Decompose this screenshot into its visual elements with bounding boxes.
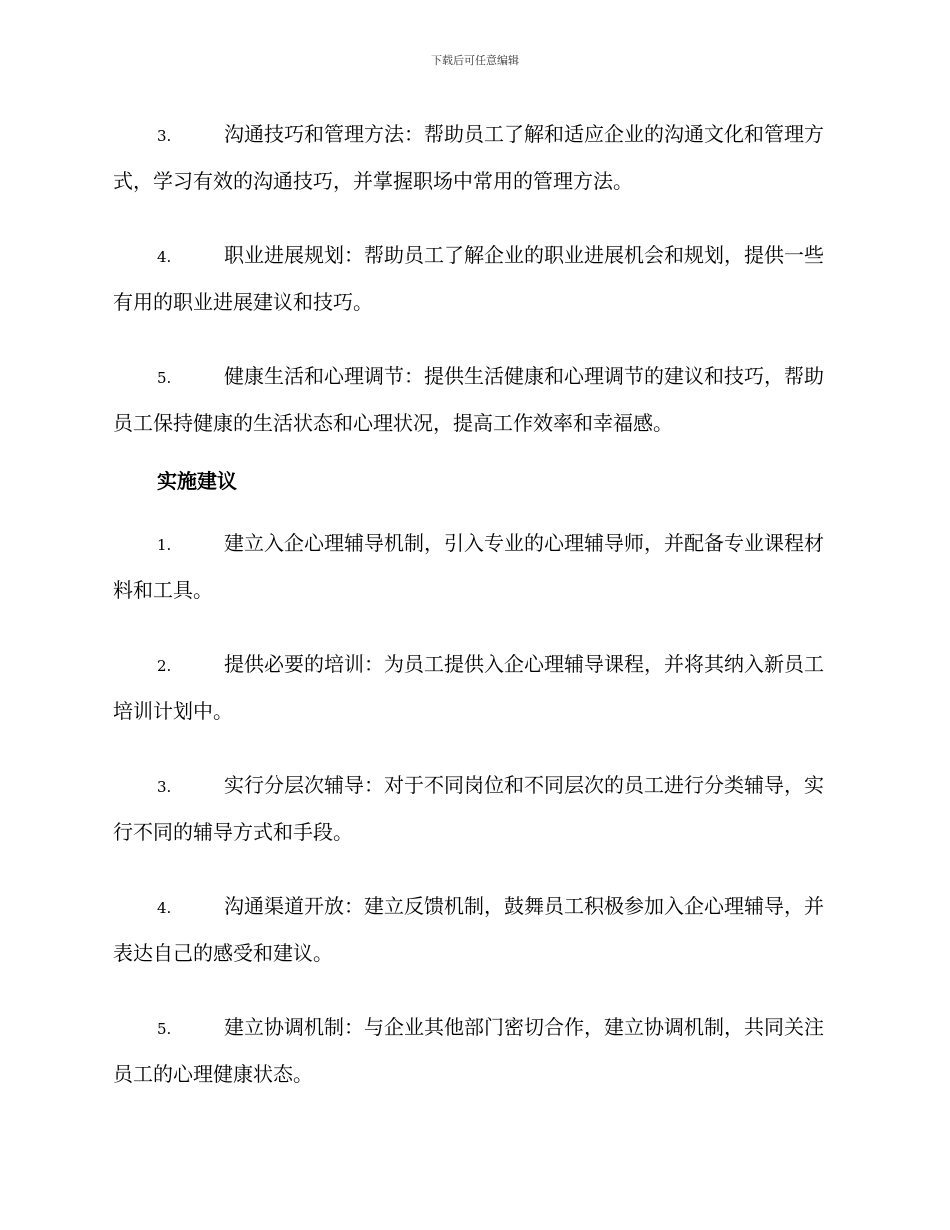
list-item <box>113 112 835 204</box>
list-item-number: 5. <box>157 1020 172 1038</box>
list-item-text: 建立协调机制：与企业其他部门密切合作，建立协调机制，共同关注员工的心理健康状态。 <box>113 1015 824 1086</box>
list-item-text-block <box>113 642 835 734</box>
list-item-number: 2. <box>157 657 172 675</box>
list-item-number: 3. <box>157 127 172 145</box>
list-item-text: 沟通技巧和管理方法：帮助员工了解和适应企业的沟通文化和管理方式，学习有效的沟通技巧，并掌握职场中常用的管理方法。 <box>113 122 824 193</box>
list-item <box>113 884 835 976</box>
list-item <box>113 354 835 446</box>
list-item-text: 提供必要的培训：为员工提供入企心理辅导课程，并将其纳入新员工培训计划中。 <box>113 652 824 723</box>
list-item-text: 职业进展规划：帮助员工了解企业的职业进展机会和规划，提供一些有用的职业进展建议和技巧。 <box>113 243 824 314</box>
list-item-text: 实行分层次辅导：对于不同岗位和不同层次的员工进行分类辅导，实行不同的辅导方式和手段。 <box>113 773 824 844</box>
list-item-text: 健康生活和心理调节：提供生活健康和心理调节的建议和技巧，帮助员工保持健康的生活状态和心理状况，提高工作效率和幸福感。 <box>113 364 824 435</box>
list-item-text: 建立入企心理辅导机制，引入专业的心理辅导师，并配备专业课程材料和工具。 <box>113 531 824 602</box>
list-item-number: 1. <box>157 536 172 554</box>
list-item <box>113 763 835 855</box>
page-header-watermark: 下载后可任意编辑 <box>431 54 519 67</box>
list-item <box>113 1005 835 1097</box>
list-item <box>113 233 835 325</box>
list-item <box>113 521 835 613</box>
list-item-text-block <box>113 112 835 204</box>
list-item-text-block <box>113 521 835 613</box>
document-body <box>113 112 835 1126</box>
list-item-text-block <box>113 763 835 855</box>
list-item-number: 4. <box>157 248 172 266</box>
list-item-number: 3. <box>157 778 172 796</box>
list-item-text-block <box>113 1005 835 1097</box>
list-item-number: 4. <box>157 899 172 917</box>
section-heading: 实施建议 <box>157 469 237 493</box>
list-item-text-block <box>113 884 835 976</box>
list-item-text: 沟通渠道开放：建立反馈机制，鼓舞员工积极参加入企心理辅导，并表达自己的感受和建议。 <box>113 894 824 965</box>
list-item-text-block <box>113 354 835 446</box>
list-item-number: 5. <box>157 369 172 387</box>
list-item-text-block <box>113 233 835 325</box>
list-item <box>113 642 835 734</box>
